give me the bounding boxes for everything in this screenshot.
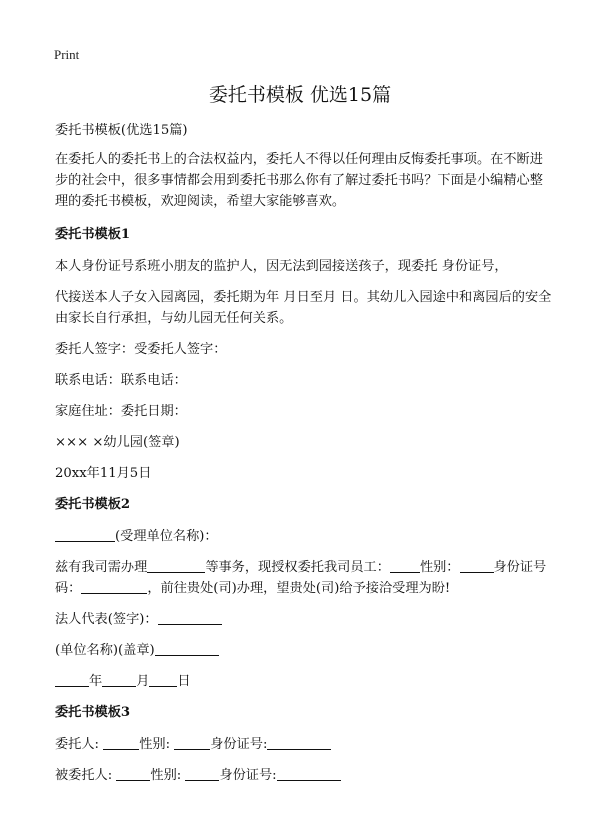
t1-address-line: 家庭住址：委托日期：	[55, 404, 187, 419]
t1-stamp-line: ××× ×幼儿园(签章)	[55, 435, 180, 450]
print-label: Print	[54, 47, 80, 62]
t3-trustee-line	[55, 765, 555, 786]
blank-line	[149, 672, 177, 687]
t2-unit-stamp-line	[55, 640, 555, 661]
blank-line	[267, 735, 331, 750]
t2-body-c: 性别：	[419, 560, 460, 575]
t1-date-line: 20xx年11月5日	[55, 466, 152, 481]
blank-line	[390, 558, 420, 573]
t3-trustee-label: 被委托人:	[55, 768, 113, 783]
blank-line	[147, 558, 205, 573]
t3-client-line	[55, 734, 555, 755]
blank-line	[158, 610, 222, 625]
section-heading-2: 委托书模板2	[55, 497, 131, 512]
blank-line	[116, 766, 150, 781]
blank-line	[155, 641, 219, 656]
blank-line	[55, 527, 115, 542]
t3-gender-label: 性别:	[139, 737, 171, 752]
t3-id-label-2: 身份证号:	[219, 768, 277, 783]
t3-client-label: 委托人:	[55, 737, 100, 752]
t1-phone-line: 联系电话：联系电话：	[55, 373, 187, 388]
subtitle: 委托书模板(优选15篇)	[55, 123, 188, 138]
t2-body-paragraph	[55, 557, 555, 599]
blank-line	[174, 735, 210, 750]
blank-line	[55, 672, 89, 687]
t2-unit-line	[55, 526, 555, 547]
t2-unit-stamp-label: (单位名称)(盖章)	[55, 643, 155, 658]
t2-legal-rep-line	[55, 609, 555, 630]
t2-body-b: 等事务，现授权委托我司员工：	[205, 560, 390, 575]
t2-legal-rep-label: 法人代表(签字)：	[55, 612, 158, 627]
page-title: 委托书模板 优选15篇	[208, 84, 392, 106]
t2-body-a: 兹有我司需办理	[55, 560, 148, 575]
blank-line	[102, 672, 136, 687]
t2-month: 月	[136, 674, 150, 689]
t3-id-label: 身份证号:	[210, 737, 268, 752]
t1-sign-line: 委托人签字：受委托人签字：	[55, 342, 227, 357]
t2-body-d: 身份证号码：	[55, 560, 547, 596]
intro-paragraph: 在委托人的委托书上的合法权益内，委托人不得以任何理由反悔委托事项。在不断进步的社会中，很多事情都会用到委托书那么你有了解过委托书吗？下面是小编精心整理的委托书模板，欢迎阅读，希望大家能够喜欢。	[55, 152, 543, 209]
blank-line	[460, 558, 494, 573]
t2-body-e: ，前往贵处(司)办理，望贵处(司)给予接洽受理为盼!	[147, 581, 451, 596]
t1-paragraph-1: 本人身份证号系班小朋友的监护人，因无法到园接送孩子，现委托 身份证号，	[55, 259, 508, 274]
blank-line	[81, 579, 147, 594]
t2-day: 日	[177, 674, 191, 689]
t2-year: 年	[89, 674, 103, 689]
t1-paragraph-2: 代接送本人子女入园离园，委托期为年 月日至月 日。其幼儿入园途中和离园后的安全由家长自行承担，与幼儿园无任何关系。	[55, 290, 552, 326]
t2-unit-label: (受理单位名称)：	[115, 529, 218, 544]
t3-gender-label-2: 性别:	[150, 768, 182, 783]
section-heading-1: 委托书模板1	[55, 227, 131, 242]
blank-line	[277, 766, 341, 781]
blank-line	[185, 766, 219, 781]
t2-date-line	[55, 671, 555, 692]
blank-line	[103, 735, 139, 750]
document-body	[55, 120, 555, 796]
section-heading-3: 委托书模板3	[55, 705, 131, 720]
